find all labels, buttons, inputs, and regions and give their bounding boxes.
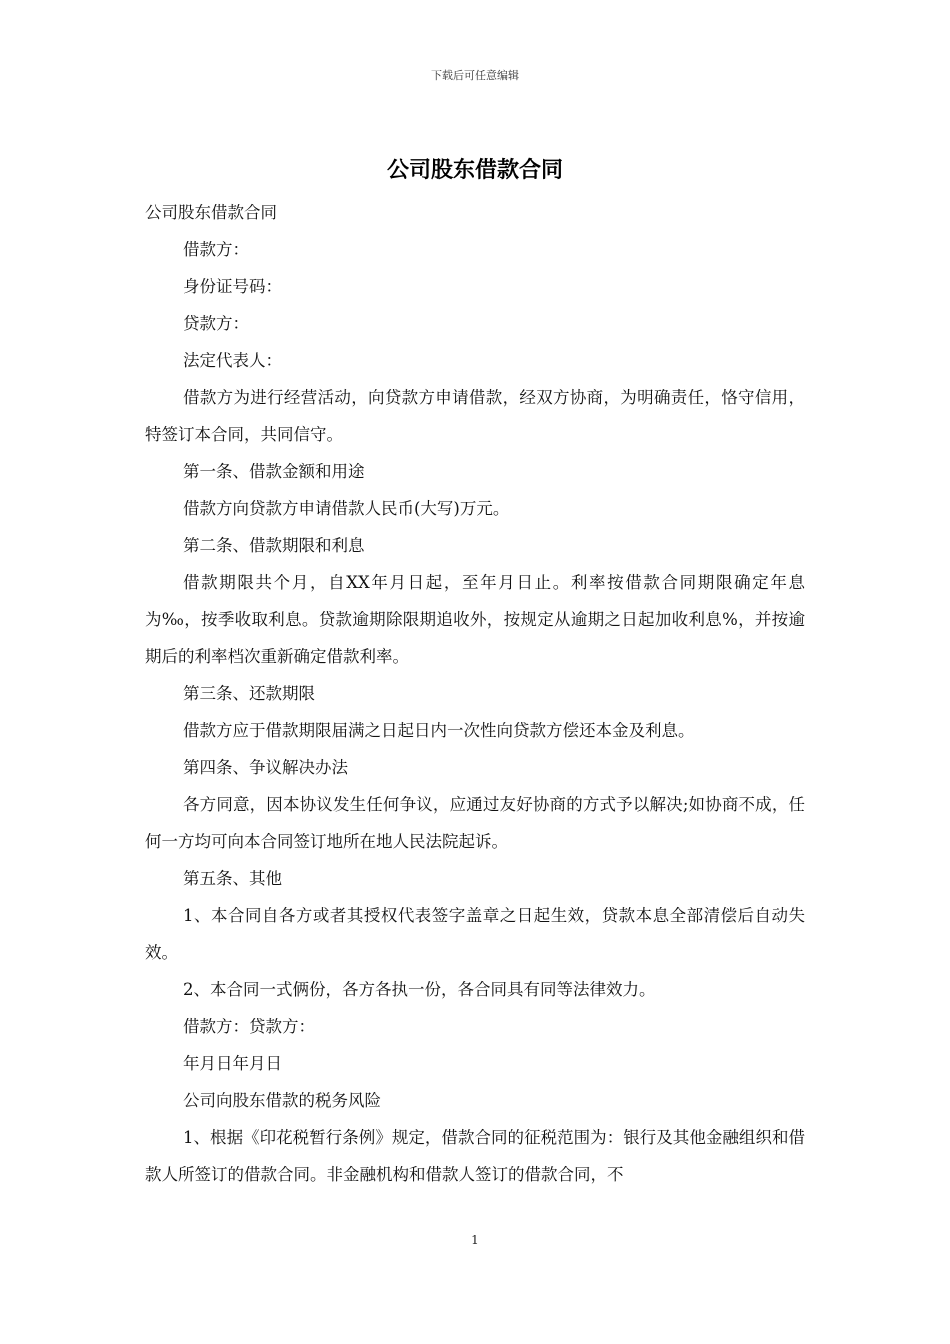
article-5-heading: 第五条、其他 (183, 869, 282, 888)
document-title: 公司股东借款合同 (386, 158, 563, 183)
preamble-paragraph: 借款方为进行经营活动，向贷款方申请借款，经双方协商，为明确责任，恪守信用，特签订本合同，共同信守。 (145, 388, 805, 444)
legal-representative-field: 法定代表人： (183, 351, 282, 370)
article-2-body: 借款期限共个月，自XX年月日起，至年月日止。利率按借款合同期限确定年息为‰，按季收取利息。贷款逾期除限期追收外，按规定从逾期之日起加收利息%，并按逾期后的利率档次重新确定借款利率。 (145, 573, 805, 666)
article-1-body: 借款方向贷款方申请借款人民币(大写)万元。 (183, 499, 510, 518)
article-4-body: 各方同意，因本协议发生任何争议，应通过友好协商的方式予以解决;如协商不成，任何一方均可向本合同签订地所在地人民法院起诉。 (145, 795, 805, 851)
article-4-heading: 第四条、争议解决办法 (183, 758, 348, 777)
id-number-field: 身份证号码： (183, 277, 282, 296)
article-5-item-1: 1、本合同自各方或者其授权代表签字盖章之日起生效，贷款本息全部清偿后自动失效。 (145, 906, 805, 962)
subtitle-paragraph: 公司股东借款合同 (145, 203, 277, 222)
page-number: 1 (471, 1233, 479, 1247)
date-line: 年月日年月日 (183, 1054, 282, 1073)
borrower-field: 借款方： (183, 240, 249, 259)
tax-risk-heading: 公司向股东借款的税务风险 (183, 1091, 381, 1110)
article-2-heading: 第二条、借款期限和利息 (183, 536, 365, 555)
article-1-heading: 第一条、借款金额和用途 (183, 462, 365, 481)
lender-field: 贷款方： (183, 314, 249, 333)
header-note: 下载后可任意编辑 (431, 69, 519, 82)
signature-line: 借款方：贷款方： (183, 1017, 315, 1036)
tax-risk-item-1: 1、根据《印花税暂行条例》规定，借款合同的征税范围为：银行及其他金融组织和借款人所签订的借款合同。非金融机构和借款人签订的借款合同，不 (145, 1128, 805, 1184)
article-3-body: 借款方应于借款期限届满之日起日内一次性向贷款方偿还本金及利息。 (183, 721, 695, 740)
article-5-item-2: 2、本合同一式俩份，各方各执一份，各合同具有同等法律效力。 (183, 980, 656, 999)
document-body (145, 194, 805, 1193)
article-3-heading: 第三条、还款期限 (183, 684, 315, 703)
